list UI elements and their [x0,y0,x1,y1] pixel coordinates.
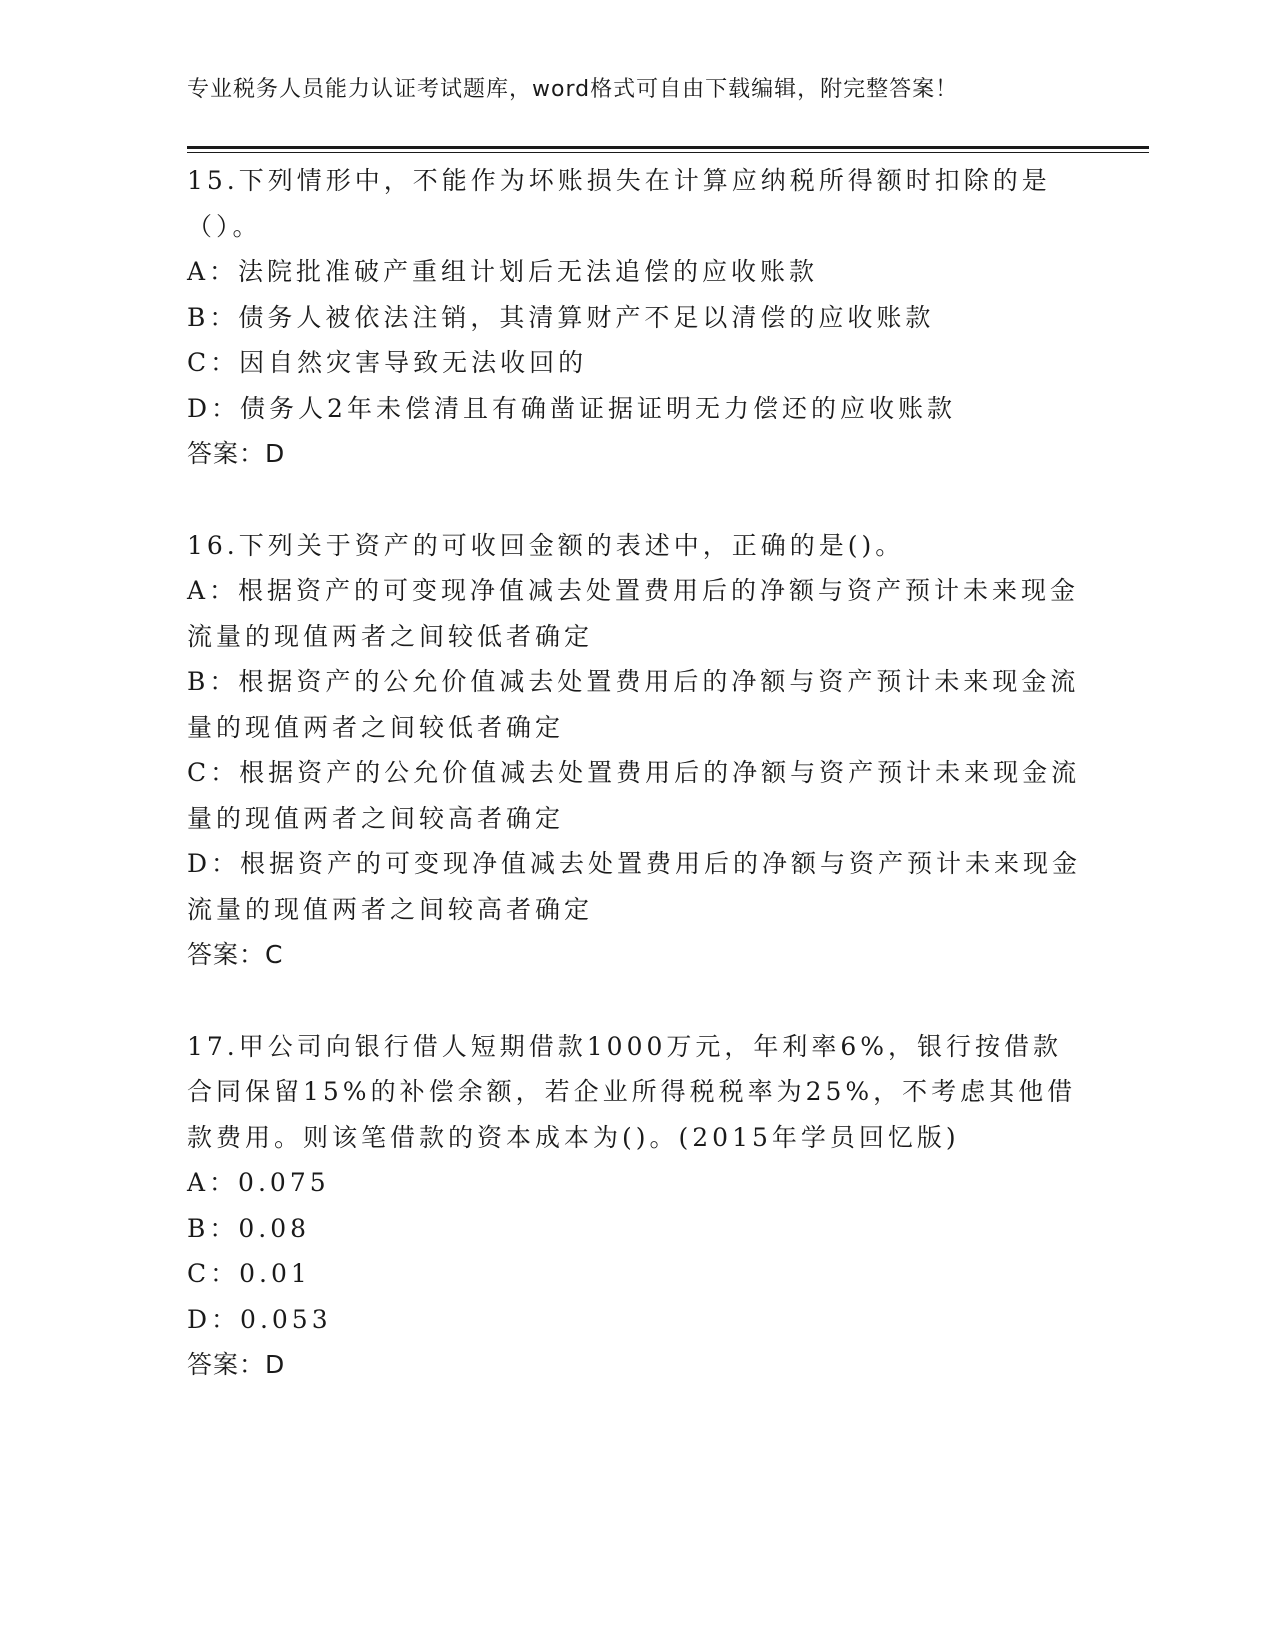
question-stem: 15.下列情形中，不能作为坏账损失在计算应纳税所得额时扣除的是（）。 [187,166,1051,241]
header-divider-thin [187,152,1149,153]
question-15 [187,158,1087,477]
option-b: B：0.08 [187,1213,311,1243]
answer: 答案：D [187,439,286,468]
option-d: D：债务人2年未偿清且有确凿证据证明无力偿还的应收账款 [187,393,956,423]
option-d: D：根据资产的可变现净值减去处置费用后的净额与资产预计未来现金流量的现值两者之间较高者确定 [187,849,1082,924]
option-c: C：根据资产的公允价值减去处置费用后的净额与资产预计未来现金流量的现值两者之间较高者确定 [187,758,1081,833]
question-stem: 17.甲公司向银行借人短期借款1000万元，年利率6%，银行按借款合同保留15%的补偿余额，若企业所得税税率为25%，不考虑其他借款费用。则该笔借款的资本成本为()。(2015年学员回忆版) [187,1031,1077,1152]
option-a: A：0.075 [187,1168,330,1197]
option-d: D：0.053 [187,1304,332,1334]
answer: 答案：D [187,1350,286,1379]
option-b: B：根据资产的公允价值减去处置费用后的净额与资产预计未来现金流量的现值两者之间较低者确定 [187,667,1080,742]
option-c: C：因自然灾害导致无法收回的 [187,348,588,377]
answer: 答案：C [187,940,284,969]
header-divider-thick [187,146,1149,149]
question-16 [187,523,1087,978]
option-c: C：0.01 [187,1259,311,1288]
question-stem: 16.下列关于资产的可收回金额的表述中，正确的是()。 [187,530,905,560]
option-b: B：债务人被依法注销，其清算财产不足以清偿的应收账款 [187,302,935,332]
option-a: A：根据资产的可变现净值减去处置费用后的净额与资产预计未来现金流量的现值两者之间较低者确定 [187,576,1080,651]
page-header: 专业税务人员能力认证考试题库，word格式可自由下载编辑，附完整答案！ [187,77,959,102]
question-list [187,158,1087,1388]
option-a: A：法院批准破产重组计划后无法追偿的应收账款 [187,257,819,286]
question-17 [187,1024,1087,1388]
